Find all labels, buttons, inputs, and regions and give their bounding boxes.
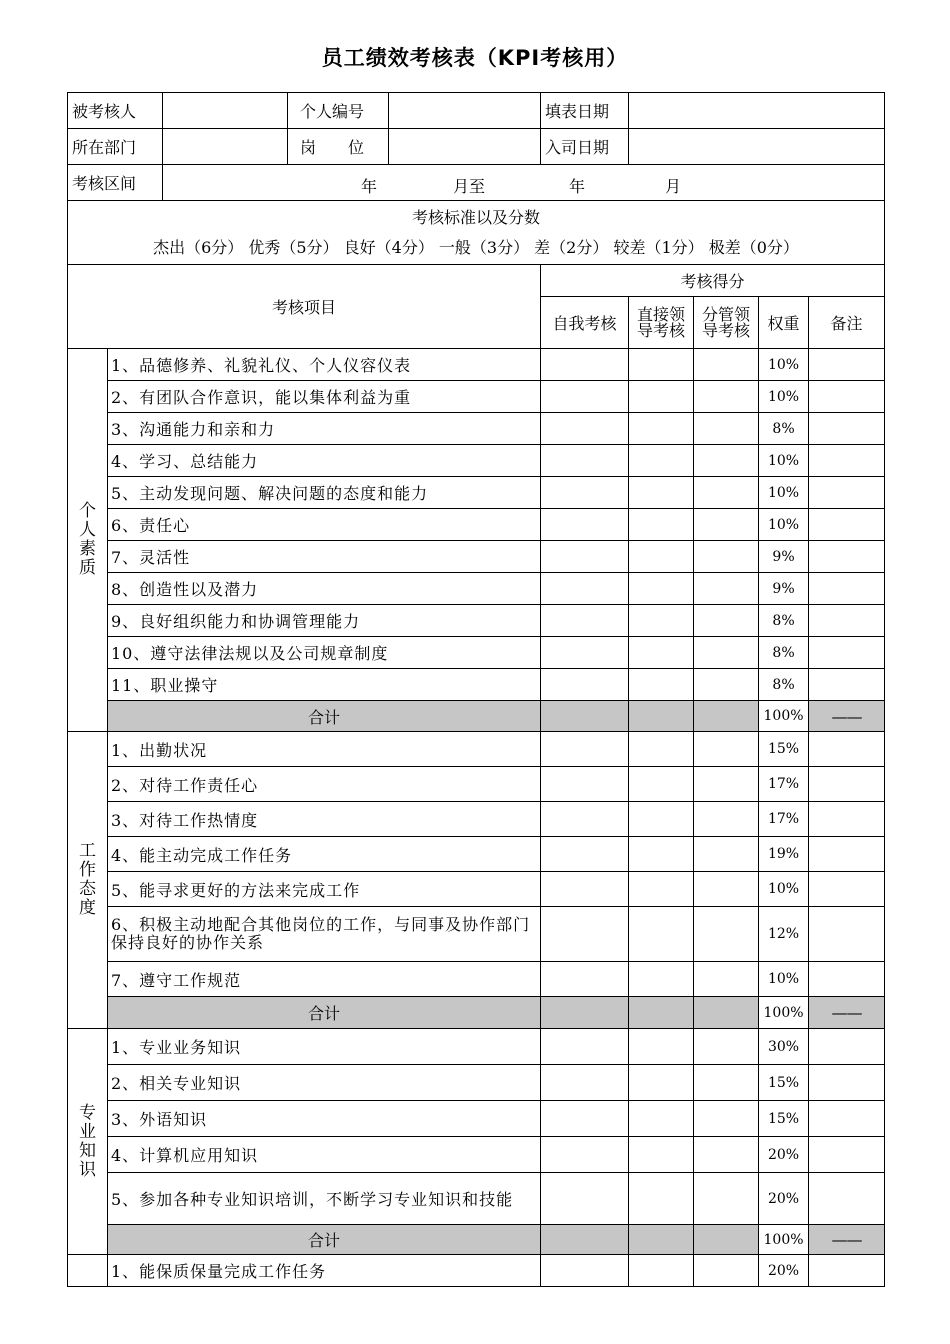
division-leader-score-cell[interactable] — [694, 637, 759, 669]
item-text: 3、对待工作热情度 — [108, 802, 541, 837]
table-row — [68, 872, 885, 907]
direct-leader-score-cell[interactable] — [629, 541, 694, 573]
fill-date-label: 填表日期 — [541, 93, 629, 129]
weight-cell: 10% — [759, 872, 809, 907]
total-direct-cell[interactable] — [629, 1225, 694, 1255]
table-row — [68, 837, 885, 872]
direct-leader-score-cell[interactable] — [629, 381, 694, 413]
weight-cell: 20% — [759, 1137, 809, 1173]
direct-leader-score-cell[interactable] — [629, 477, 694, 509]
position-label: 岗 位 — [288, 129, 389, 165]
remark-cell[interactable] — [809, 669, 885, 701]
table-row — [68, 509, 885, 541]
item-text: 5、参加各种专业知识培训，不断学习专业知识和技能 — [108, 1173, 541, 1225]
table-row — [68, 349, 885, 381]
item-text: 11、职业操守 — [108, 669, 541, 701]
header-direct: 直接领导考核 — [629, 297, 694, 349]
remark-cell[interactable] — [809, 732, 885, 767]
table-row — [68, 802, 885, 837]
period-month-to: 月至 — [453, 176, 486, 196]
direct-leader-score-cell[interactable] — [629, 767, 694, 802]
remark-cell[interactable] — [809, 605, 885, 637]
division-leader-score-cell[interactable] — [694, 1029, 759, 1065]
direct-leader-score-cell[interactable] — [629, 1173, 694, 1225]
direct-leader-score-cell[interactable] — [629, 637, 694, 669]
self-score-cell[interactable] — [541, 907, 629, 962]
direct-leader-score-cell[interactable] — [629, 1255, 694, 1287]
total-division-cell[interactable] — [694, 701, 759, 732]
direct-leader-score-cell[interactable] — [629, 509, 694, 541]
weight-cell: 8% — [759, 605, 809, 637]
table-row — [68, 1173, 885, 1225]
item-text: 5、主动发现问题、解决问题的态度和能力 — [108, 477, 541, 509]
direct-leader-score-cell[interactable] — [629, 1029, 694, 1065]
weight-cell: 12% — [759, 907, 809, 962]
total-remark: —— — [809, 997, 885, 1029]
total-row — [68, 1225, 885, 1255]
item-text: 7、灵活性 — [108, 541, 541, 573]
self-score-cell[interactable] — [541, 413, 629, 445]
self-score-cell[interactable] — [541, 381, 629, 413]
item-text: 6、积极主动地配合其他岗位的工作，与同事及协作部门保持良好的协作关系 — [108, 907, 541, 962]
remark-cell[interactable] — [809, 477, 885, 509]
weight-cell: 15% — [759, 1101, 809, 1137]
remark-cell[interactable] — [809, 349, 885, 381]
category-cell — [68, 1255, 108, 1287]
item-text: 4、能主动完成工作任务 — [108, 837, 541, 872]
self-score-cell[interactable] — [541, 732, 629, 767]
remark-cell[interactable] — [809, 413, 885, 445]
division-leader-score-cell[interactable] — [694, 605, 759, 637]
total-self-cell[interactable] — [541, 997, 629, 1029]
header-division: 分管领导考核 — [694, 297, 759, 349]
division-leader-score-cell[interactable] — [694, 907, 759, 962]
division-leader-score-cell[interactable] — [694, 445, 759, 477]
total-direct-cell[interactable] — [629, 701, 694, 732]
direct-leader-score-cell[interactable] — [629, 872, 694, 907]
self-score-cell[interactable] — [541, 1255, 629, 1287]
direct-leader-score-cell[interactable] — [629, 962, 694, 997]
total-direct-cell[interactable] — [629, 997, 694, 1029]
direct-leader-score-cell[interactable] — [629, 573, 694, 605]
item-text: 1、能保质保量完成工作任务 — [108, 1255, 541, 1287]
remark-cell[interactable] — [809, 767, 885, 802]
total-label: 合计 — [108, 1225, 541, 1255]
item-text: 6、责任心 — [108, 509, 541, 541]
weight-cell: 20% — [759, 1173, 809, 1225]
remark-cell[interactable] — [809, 1255, 885, 1287]
weight-cell: 15% — [759, 1065, 809, 1101]
division-leader-score-cell[interactable] — [694, 573, 759, 605]
total-row — [68, 997, 885, 1029]
division-leader-score-cell[interactable] — [694, 962, 759, 997]
self-score-cell[interactable] — [541, 605, 629, 637]
total-self-cell[interactable] — [541, 701, 629, 732]
direct-leader-score-cell[interactable] — [629, 1065, 694, 1101]
weight-cell: 9% — [759, 541, 809, 573]
division-leader-score-cell[interactable] — [694, 837, 759, 872]
weight-cell: 15% — [759, 732, 809, 767]
remark-cell[interactable] — [809, 1101, 885, 1137]
total-division-cell[interactable] — [694, 997, 759, 1029]
weight-cell: 10% — [759, 349, 809, 381]
division-leader-score-cell[interactable] — [694, 349, 759, 381]
total-self-cell[interactable] — [541, 1225, 629, 1255]
self-score-cell[interactable] — [541, 1101, 629, 1137]
self-score-cell[interactable] — [541, 1065, 629, 1101]
scoring-standard — [68, 201, 885, 265]
item-text: 4、学习、总结能力 — [108, 445, 541, 477]
weight-cell: 10% — [759, 509, 809, 541]
self-score-cell[interactable] — [541, 669, 629, 701]
weight-cell: 10% — [759, 445, 809, 477]
direct-leader-score-cell[interactable] — [629, 837, 694, 872]
period-year-1: 年 — [361, 176, 378, 196]
table-row — [68, 907, 885, 962]
weight-cell: 17% — [759, 767, 809, 802]
division-leader-score-cell[interactable] — [694, 509, 759, 541]
remark-cell[interactable] — [809, 837, 885, 872]
direct-leader-score-cell[interactable] — [629, 907, 694, 962]
remark-cell[interactable] — [809, 1065, 885, 1101]
item-text: 7、遵守工作规范 — [108, 962, 541, 997]
direct-leader-score-cell[interactable] — [629, 802, 694, 837]
self-score-cell[interactable] — [541, 637, 629, 669]
remark-cell[interactable] — [809, 445, 885, 477]
self-score-cell[interactable] — [541, 349, 629, 381]
standard-scale: 杰出（6分） 优秀（5分） 良好（4分） 一般（3分） 差（2分） 较差（1分） 极差（0分） — [153, 237, 799, 257]
header-remark: 备注 — [809, 297, 885, 349]
fill-date-field[interactable] — [629, 93, 885, 129]
table-row — [68, 573, 885, 605]
item-text: 4、计算机应用知识 — [108, 1137, 541, 1173]
total-row — [68, 701, 885, 732]
direct-leader-score-cell[interactable] — [629, 605, 694, 637]
self-score-cell[interactable] — [541, 767, 629, 802]
remark-cell[interactable] — [809, 509, 885, 541]
period-field[interactable] — [163, 165, 885, 201]
period-year-2: 年 — [569, 176, 586, 196]
division-leader-score-cell[interactable] — [694, 669, 759, 701]
weight-cell: 9% — [759, 573, 809, 605]
table-row — [68, 1029, 885, 1065]
weight-cell: 19% — [759, 837, 809, 872]
header-self: 自我考核 — [541, 297, 629, 349]
item-text: 2、相关专业知识 — [108, 1065, 541, 1101]
direct-leader-score-cell[interactable] — [629, 349, 694, 381]
header-weight: 权重 — [759, 297, 809, 349]
self-score-cell[interactable] — [541, 962, 629, 997]
total-weight: 100% — [759, 701, 809, 732]
table-row — [68, 732, 885, 767]
division-leader-score-cell[interactable] — [694, 381, 759, 413]
table-row — [68, 1101, 885, 1137]
total-label: 合计 — [108, 701, 541, 732]
item-text: 10、遵守法律法规以及公司规章制度 — [108, 637, 541, 669]
division-leader-score-cell[interactable] — [694, 1065, 759, 1101]
employee-no-field[interactable] — [389, 93, 541, 129]
assessee-label: 被考核人 — [68, 93, 163, 129]
remark-cell[interactable] — [809, 802, 885, 837]
weight-cell: 17% — [759, 802, 809, 837]
remark-cell[interactable] — [809, 541, 885, 573]
total-remark: —— — [809, 1225, 885, 1255]
table-row — [68, 413, 885, 445]
self-score-cell[interactable] — [541, 837, 629, 872]
header-item: 考核项目 — [68, 265, 541, 349]
table-row — [68, 637, 885, 669]
total-division-cell[interactable] — [694, 1225, 759, 1255]
page-title: 员工绩效考核表（KPI考核用） — [321, 46, 629, 70]
direct-leader-score-cell[interactable] — [629, 732, 694, 767]
self-score-cell[interactable] — [541, 1137, 629, 1173]
item-text: 8、创造性以及潜力 — [108, 573, 541, 605]
weight-cell: 10% — [759, 477, 809, 509]
table-row — [68, 1137, 885, 1173]
remark-cell[interactable] — [809, 573, 885, 605]
kpi-form-table — [67, 92, 885, 1287]
weight-cell: 8% — [759, 669, 809, 701]
division-leader-score-cell[interactable] — [694, 477, 759, 509]
remark-cell[interactable] — [809, 962, 885, 997]
item-text: 2、对待工作责任心 — [108, 767, 541, 802]
item-text: 1、专业业务知识 — [108, 1029, 541, 1065]
self-score-cell[interactable] — [541, 541, 629, 573]
weight-cell: 10% — [759, 381, 809, 413]
category-cell — [68, 349, 108, 732]
remark-cell[interactable] — [809, 381, 885, 413]
category-label: 个人素质 — [79, 501, 96, 578]
item-text: 3、外语知识 — [108, 1101, 541, 1137]
table-row — [68, 381, 885, 413]
item-text: 5、能寻求更好的方法来完成工作 — [108, 872, 541, 907]
standard-title: 考核标准以及分数 — [412, 207, 541, 227]
total-weight: 100% — [759, 1225, 809, 1255]
division-leader-score-cell[interactable] — [694, 1173, 759, 1225]
division-leader-score-cell[interactable] — [694, 1101, 759, 1137]
item-text: 1、品德修养、礼貌礼仪、个人仪容仪表 — [108, 349, 541, 381]
item-text: 2、有团队合作意识，能以集体利益为重 — [108, 381, 541, 413]
division-leader-score-cell[interactable] — [694, 413, 759, 445]
employee-no-label: 个人编号 — [288, 93, 389, 129]
table-row — [68, 669, 885, 701]
category-label: 工作态度 — [79, 841, 96, 918]
self-score-cell[interactable] — [541, 1173, 629, 1225]
table-row — [68, 605, 885, 637]
division-leader-score-cell[interactable] — [694, 541, 759, 573]
self-score-cell[interactable] — [541, 802, 629, 837]
self-score-cell[interactable] — [541, 477, 629, 509]
direct-leader-score-cell[interactable] — [629, 445, 694, 477]
category-cell — [68, 732, 108, 1029]
hire-date-label: 入司日期 — [541, 129, 629, 165]
remark-cell[interactable] — [809, 637, 885, 669]
self-score-cell[interactable] — [541, 872, 629, 907]
department-field[interactable] — [163, 129, 288, 165]
weight-cell: 30% — [759, 1029, 809, 1065]
direct-leader-score-cell[interactable] — [629, 1101, 694, 1137]
table-row — [68, 1065, 885, 1101]
table-row — [68, 477, 885, 509]
header-score-group: 考核得分 — [541, 265, 885, 297]
item-text: 3、沟通能力和亲和力 — [108, 413, 541, 445]
table-row — [68, 1255, 885, 1287]
weight-cell: 10% — [759, 962, 809, 997]
division-leader-score-cell[interactable] — [694, 1255, 759, 1287]
category-label: 专业知识 — [79, 1102, 96, 1180]
position-field[interactable] — [389, 129, 541, 165]
self-score-cell[interactable] — [541, 509, 629, 541]
remark-cell[interactable] — [809, 1137, 885, 1173]
weight-cell: 8% — [759, 413, 809, 445]
category-cell — [68, 1029, 108, 1255]
self-score-cell[interactable] — [541, 573, 629, 605]
total-label: 合计 — [108, 997, 541, 1029]
weight-cell: 20% — [759, 1255, 809, 1287]
table-row — [68, 962, 885, 997]
direct-leader-score-cell[interactable] — [629, 1137, 694, 1173]
table-row — [68, 541, 885, 573]
self-score-cell[interactable] — [541, 445, 629, 477]
total-remark: —— — [809, 701, 885, 732]
period-month-2: 月 — [665, 176, 682, 196]
remark-cell[interactable] — [809, 872, 885, 907]
remark-cell[interactable] — [809, 907, 885, 962]
division-leader-score-cell[interactable] — [694, 1137, 759, 1173]
self-score-cell[interactable] — [541, 1029, 629, 1065]
weight-cell: 8% — [759, 637, 809, 669]
remark-cell[interactable] — [809, 1173, 885, 1225]
department-label: 所在部门 — [68, 129, 163, 165]
direct-leader-score-cell[interactable] — [629, 413, 694, 445]
table-row — [68, 445, 885, 477]
division-leader-score-cell[interactable] — [694, 872, 759, 907]
total-weight: 100% — [759, 997, 809, 1029]
division-leader-score-cell[interactable] — [694, 732, 759, 767]
item-text: 1、出勤状况 — [108, 732, 541, 767]
table-row — [68, 767, 885, 802]
item-text: 9、良好组织能力和协调管理能力 — [108, 605, 541, 637]
remark-cell[interactable] — [809, 1029, 885, 1065]
division-leader-score-cell[interactable] — [694, 767, 759, 802]
hire-date-field[interactable] — [629, 129, 885, 165]
period-label: 考核区间 — [68, 165, 163, 201]
division-leader-score-cell[interactable] — [694, 802, 759, 837]
assessee-field[interactable] — [163, 93, 288, 129]
direct-leader-score-cell[interactable] — [629, 669, 694, 701]
